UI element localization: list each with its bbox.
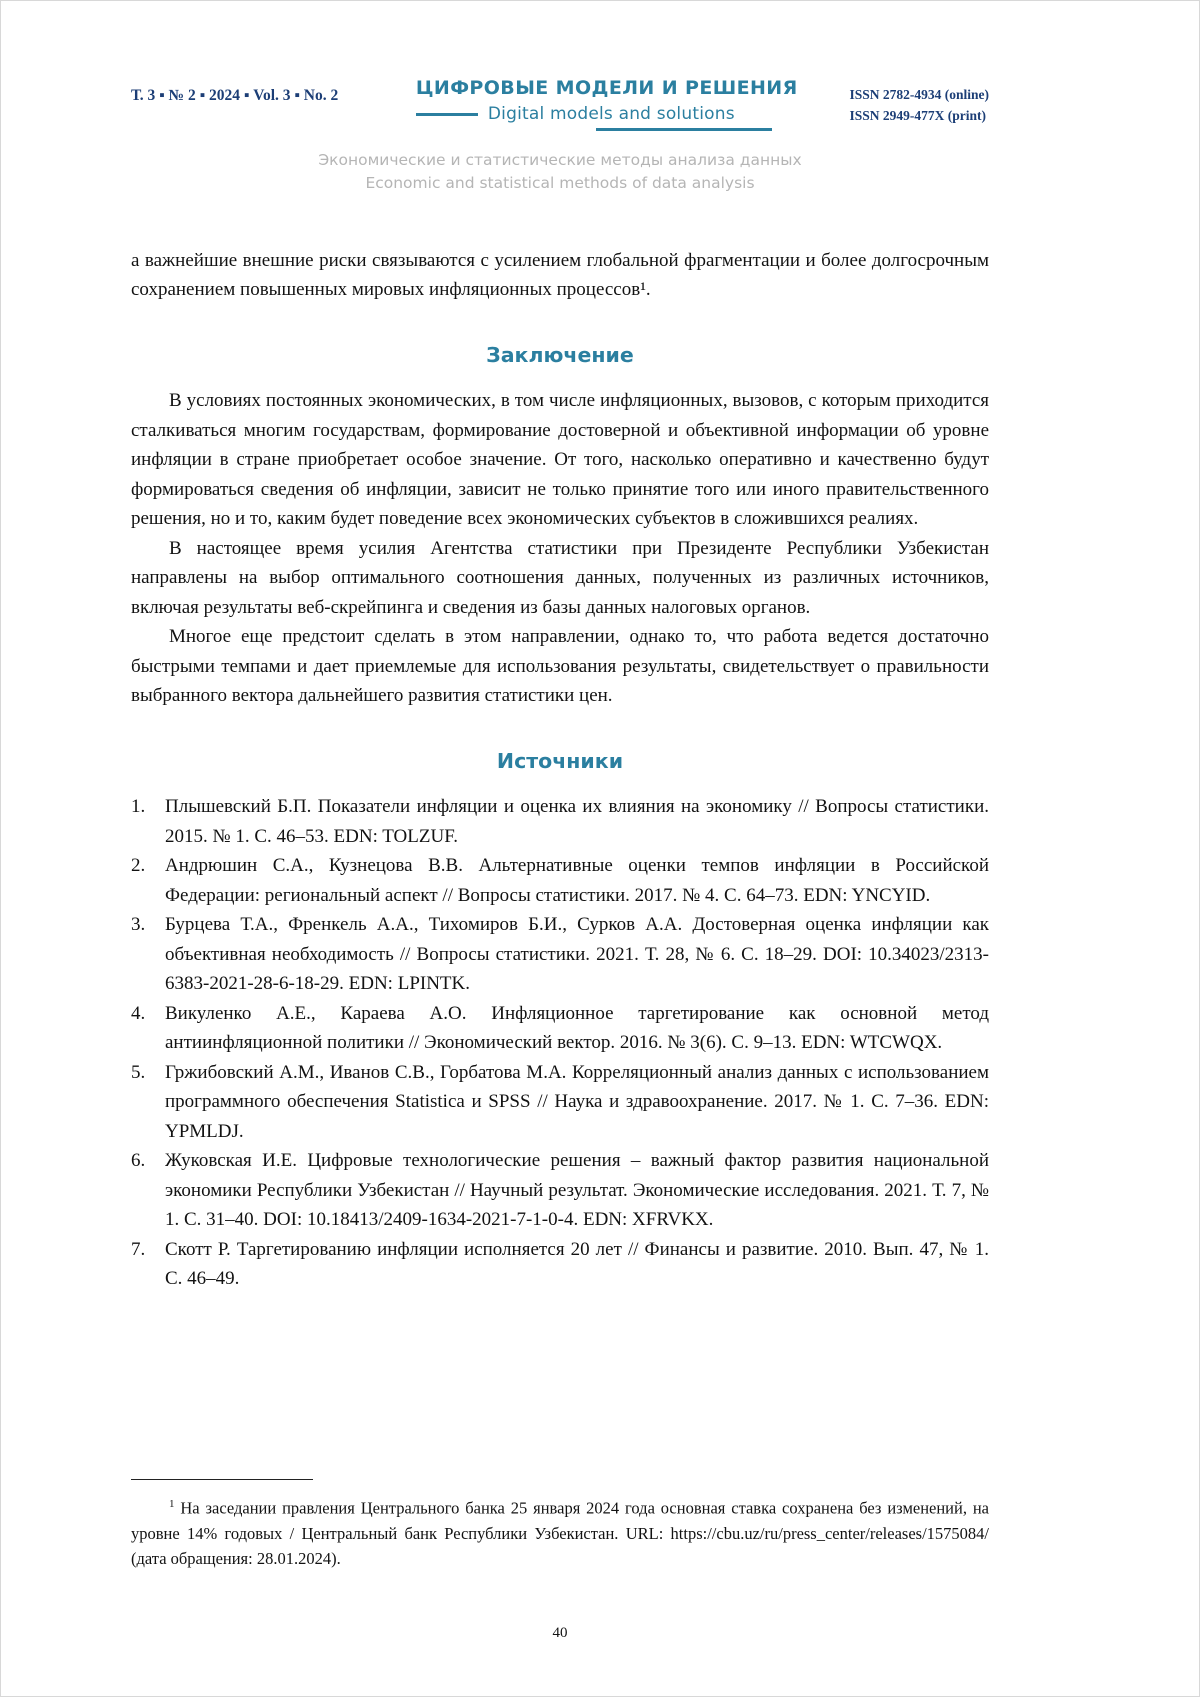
- journal-masthead: [415, 77, 798, 131]
- conclusion-paragraph: Многое еще предстоит сделать в этом направлении, однако то, что работа ведется достаточно быстрыми темпами и дает приемлемые для использования результаты, свидетельствует о правильности выбранного вектора дальнейшего развития статистики цен.: [131, 626, 989, 706]
- reference-item: [131, 792, 989, 851]
- footnote: [131, 1492, 989, 1571]
- journal-subtitle: Digital models and solutions: [487, 104, 735, 124]
- issn-online: ISSN 2782-4934 (online): [849, 87, 989, 102]
- reference-text: Скотт Р. Таргетированию инфляции исполняется 20 лет // Финансы и развитие. 2010. Вып. 47, № 1. С. 46–49.: [165, 1238, 989, 1289]
- sources-heading: Источники: [496, 748, 624, 773]
- volume-issue-info: Т. 3 ▪ № 2 ▪ 2024 ▪ Vol. 3 ▪ No. 2: [131, 87, 339, 104]
- reference-item: [131, 910, 989, 999]
- reference-number: 5.: [131, 1061, 146, 1083]
- footnote-text: На заседании правления Центрального банка 25 января 2024 года основная ставка сохранена без изменений, на уровне 14% годовых / Центральный банк Республики Узбекистан. URL: https://cbu.uz/ru/press_center/releases/1575084/ (дата обращения: 28.01.2024).: [131, 1498, 990, 1568]
- footnote-block: [131, 1479, 989, 1571]
- masthead-rule-bottom: [596, 128, 772, 131]
- article-body: [131, 246, 989, 1294]
- journal-title: ЦИФРОВЫЕ МОДЕЛИ И РЕШЕНИЯ: [415, 77, 798, 99]
- reference-text: Жуковская И.Е. Цифровые технологические решения – важный фактор развития национальной экономики Республики Узбекистан // Научный результат. Экономические исследования. 2021. Т. 7, № 1. С. 31–40. DOI: 10.18413/2409-1634-2021-7-1-0-4. EDN: XFRVKX.: [165, 1150, 989, 1230]
- page-number: 40: [552, 1625, 568, 1641]
- reference-text: Викуленко А.Е., Караева А.О. Инфляционное таргетирование как основной метод антиинфляционной политики // Экономический вектор. 2016. № 3(6). С. 9–13. EDN: WTCWQX.: [165, 1002, 989, 1053]
- reference-number: 1.: [131, 796, 146, 817]
- reference-item: [131, 1235, 989, 1294]
- references-list: [131, 792, 989, 1294]
- issn-print: ISSN 2949-477X (print): [849, 107, 986, 123]
- reference-item: [131, 999, 989, 1058]
- journal-section-block: [131, 149, 989, 196]
- reference-item: [131, 851, 989, 910]
- reference-number: 3.: [131, 914, 146, 935]
- reference-item: [131, 1058, 989, 1147]
- issn-block: [849, 77, 989, 127]
- journal-section-en: Economic and statistical methods of data analysis: [365, 174, 755, 193]
- page-content: [131, 77, 989, 1294]
- intro-paragraph: а важнейшие внешние риски связываются с усилением глобальной фрагментации и более долгосрочным сохранением повышенных мировых инфляционных процессов¹.: [131, 249, 989, 300]
- reference-text: Бурцева Т.А., Френкель А.А., Тихомиров Б.И., Сурков А.А. Достоверная оценка инфляции как объективная необходимость // Вопросы статистики. 2021. Т. 28, № 6. С. 18–29. DOI: 10.34023/2313-6383-2021-28-6-18-29. EDN: LPINTK.: [165, 914, 989, 994]
- footnote-marker: 1: [169, 1498, 175, 1510]
- journal-section-ru: Экономические и статистические методы анализа данных: [318, 151, 802, 169]
- masthead-rule-left: [416, 113, 478, 116]
- page-header: [131, 77, 989, 131]
- conclusion-heading: Заключение: [486, 342, 634, 367]
- reference-text: Андрюшин С.А., Кузнецова В.В. Альтернативные оценки темпов инфляции в Российской Федерации: региональный аспект // Вопросы статистики. 2017. № 4. С. 64–73. EDN: YNCYID.: [165, 855, 989, 906]
- reference-number: 4.: [131, 1002, 146, 1024]
- journal-subtitle-row: [416, 104, 772, 124]
- reference-text: Плышевский Б.П. Показатели инфляции и оценка их влияния на экономику // Вопросы статистики. 2015. № 1. С. 46–53. EDN: TOLZUF.: [165, 796, 989, 847]
- reference-number: 7.: [131, 1238, 146, 1260]
- conclusion-paragraph: В настоящее время усилия Агентства статистики при Президенте Республики Узбекистан направлены на выбор оптимального соотношения данных, полученных из различных источников, включая результаты веб-скрейпинга и сведения из базы данных налоговых органов.: [131, 537, 989, 618]
- reference-number: 2.: [131, 855, 146, 876]
- reference-text: Гржибовский А.М., Иванов С.В., Горбатова М.А. Корреляционный анализ данных с использованием программного обеспечения Statistica и SPSS // Наука и здравоохранение. 2017. № 1. С. 7–36. EDN: YPMLDJ.: [165, 1061, 989, 1142]
- reference-item: [131, 1146, 989, 1235]
- reference-number: 6.: [131, 1150, 146, 1171]
- footnote-rule: [131, 1479, 313, 1480]
- conclusion-paragraph: В условиях постоянных экономических, в том числе инфляционных, вызовов, с которым приходится сталкиваться многим государствам, формирование достоверной и объективной информации об уровне инфляции в стране приобретает особое значение. От того, насколько оперативно и качественно будут формироваться сведения об инфляции, зависит не только принятие того или иного правительственного решения, но и то, каким будет поведение всех экономических субъектов в сложившихся реалиях.: [131, 390, 989, 529]
